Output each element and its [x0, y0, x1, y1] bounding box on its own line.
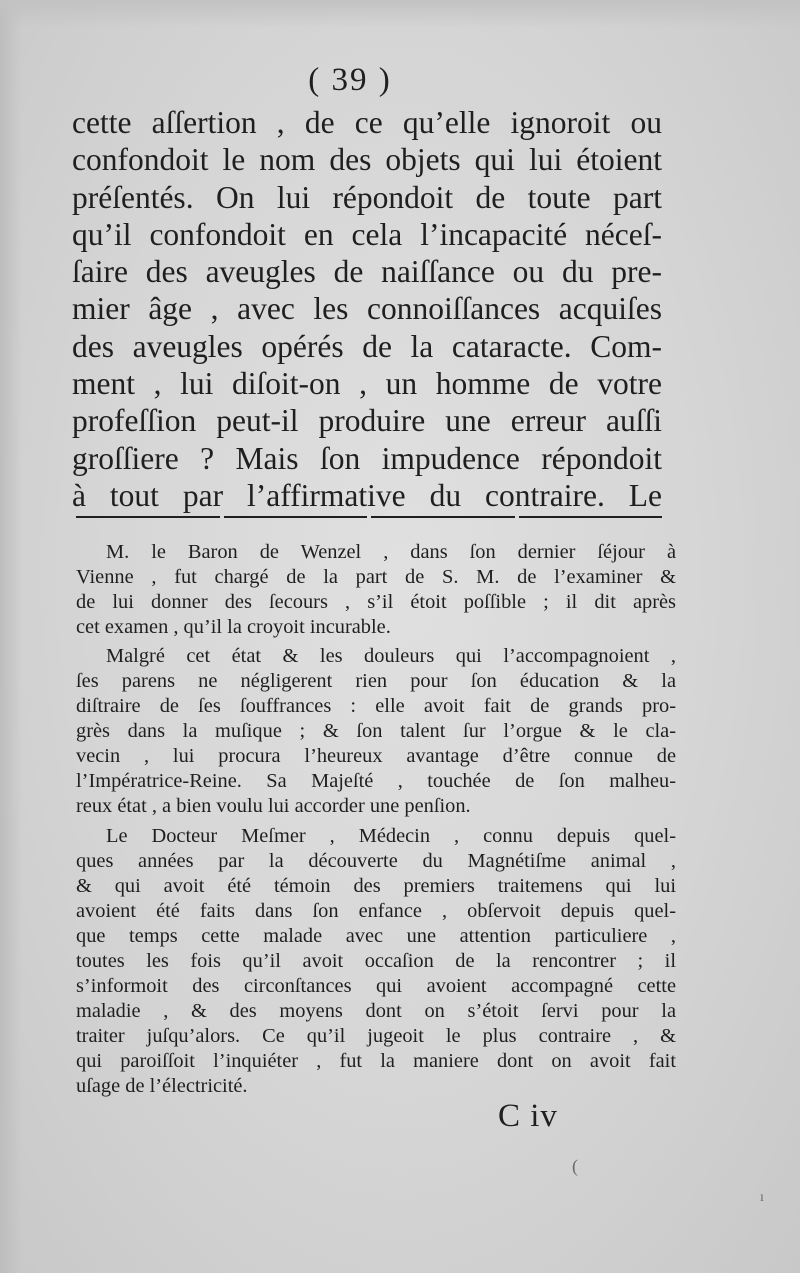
page-edge-shadow-top	[0, 0, 800, 28]
footnote-separator-rule	[76, 516, 662, 524]
footnote-line: & qui avoit été témoin des premiers traitemens qui lui	[76, 874, 676, 897]
main-text-line: qu’il confondoit en cela l’incapacité néceſ-	[72, 216, 662, 252]
footnote-line: qui paroiſſoit l’inquiéter , fut la maniere dont on avoit fait	[76, 1049, 676, 1072]
footnote-line: vecin , lui procura l’heureux avantage d’être connue de	[76, 745, 676, 768]
rule-segment	[519, 516, 663, 524]
rule-segment	[224, 516, 368, 524]
footnote-line: ſes parens ne négligerent rien pour ſon éducation & la	[76, 670, 676, 693]
footnote-paragraph	[76, 540, 676, 640]
footnote-line: s’informoit des circonſtances qui avoient accompagné cette	[76, 974, 676, 997]
footnote-line: Vienne , fut chargé de la part de S. M. de l’examiner &	[76, 566, 676, 589]
paper-blemish-mark: ı	[760, 1190, 764, 1205]
main-text-line: profeſſion peut-il produire une erreur auſſi	[72, 403, 662, 439]
footnote-line: Malgré cet état & les douleurs qui l’accompagnoient ,	[106, 645, 676, 668]
footnote-paragraph	[76, 824, 676, 1100]
footnote-block	[76, 540, 676, 1103]
footnote-line: que temps cette malade avec une attention particuliere ,	[76, 924, 676, 947]
footnote-line: Le Docteur Meſmer , Médecin , connu depuis quel-	[106, 824, 676, 847]
page-number: ( 39 )	[308, 62, 392, 98]
footnote-line: avoient été faits dans ſon enfance , obſervoit depuis quel-	[76, 899, 676, 922]
footnote-line: l’Impératrice-Reine. Sa Majeſté , touchée de ſon malheu-	[76, 770, 676, 793]
footnote-line: toutes les fois qu’il avoit occaſion de la rencontrer ; il	[76, 949, 676, 972]
main-text-line: cette aſſertion , de ce qu’elle ignoroit ou	[72, 105, 662, 140]
signature-mark: C iv	[498, 1098, 558, 1134]
paper-blemish-mark: (	[572, 1156, 578, 1176]
main-text-line: ſaire des aveugles de naiſſance ou du pre-	[72, 254, 662, 290]
footnote-line: de lui donner des ſecours , s’il étoit poſſible ; il dit après	[76, 591, 676, 614]
main-text-line: à tout par l’affirmative du contraire. Le	[72, 477, 662, 513]
page-edge-shadow-left	[0, 0, 22, 1273]
main-text-line: mier âge , avec les connoiſſances acquiſes	[72, 291, 662, 327]
footnote-line: traiter juſqu’alors. Ce qu’il jugeoit le plus contraire , &	[76, 1024, 676, 1047]
footnote-line: diſtraire de ſes ſouffrances : elle avoit fait de grands pro-	[76, 695, 676, 718]
footnote-line: M. le Baron de Wenzel , dans ſon dernier ſéjour à	[106, 541, 676, 563]
main-text-line: des aveugles opérés de la cataracte. Com-	[72, 328, 662, 364]
main-text-block	[72, 104, 662, 514]
footnote-line: reux état , a bien voulu lui accorder une penſion.	[76, 795, 471, 818]
rule-segment	[76, 516, 220, 524]
footnote-line: cet examen , qu’il la croyoit incurable.	[76, 616, 391, 639]
footnote-line: maladie , & des moyens dont on s’étoit ſervi pour la	[76, 999, 676, 1022]
rule-segment	[371, 516, 515, 524]
footnote-line: ques années par la découverte du Magnétiſme animal ,	[76, 849, 676, 872]
main-text-line: ment , lui diſoit-on , un homme de votre	[72, 366, 662, 402]
footnote-line: grès dans la muſique ; & ſon talent ſur l’orgue & le cla-	[76, 720, 676, 743]
main-text-line: groſſiere ? Mais ſon impudence répondoit	[72, 440, 662, 476]
main-text-line: confondoit le nom des objets qui lui étoient	[72, 142, 662, 178]
footnote-line: uſage de l’électricité.	[76, 1074, 248, 1097]
main-text-line: préſentés. On lui répondoit de toute part	[72, 179, 662, 215]
footnote-paragraph	[76, 644, 676, 819]
